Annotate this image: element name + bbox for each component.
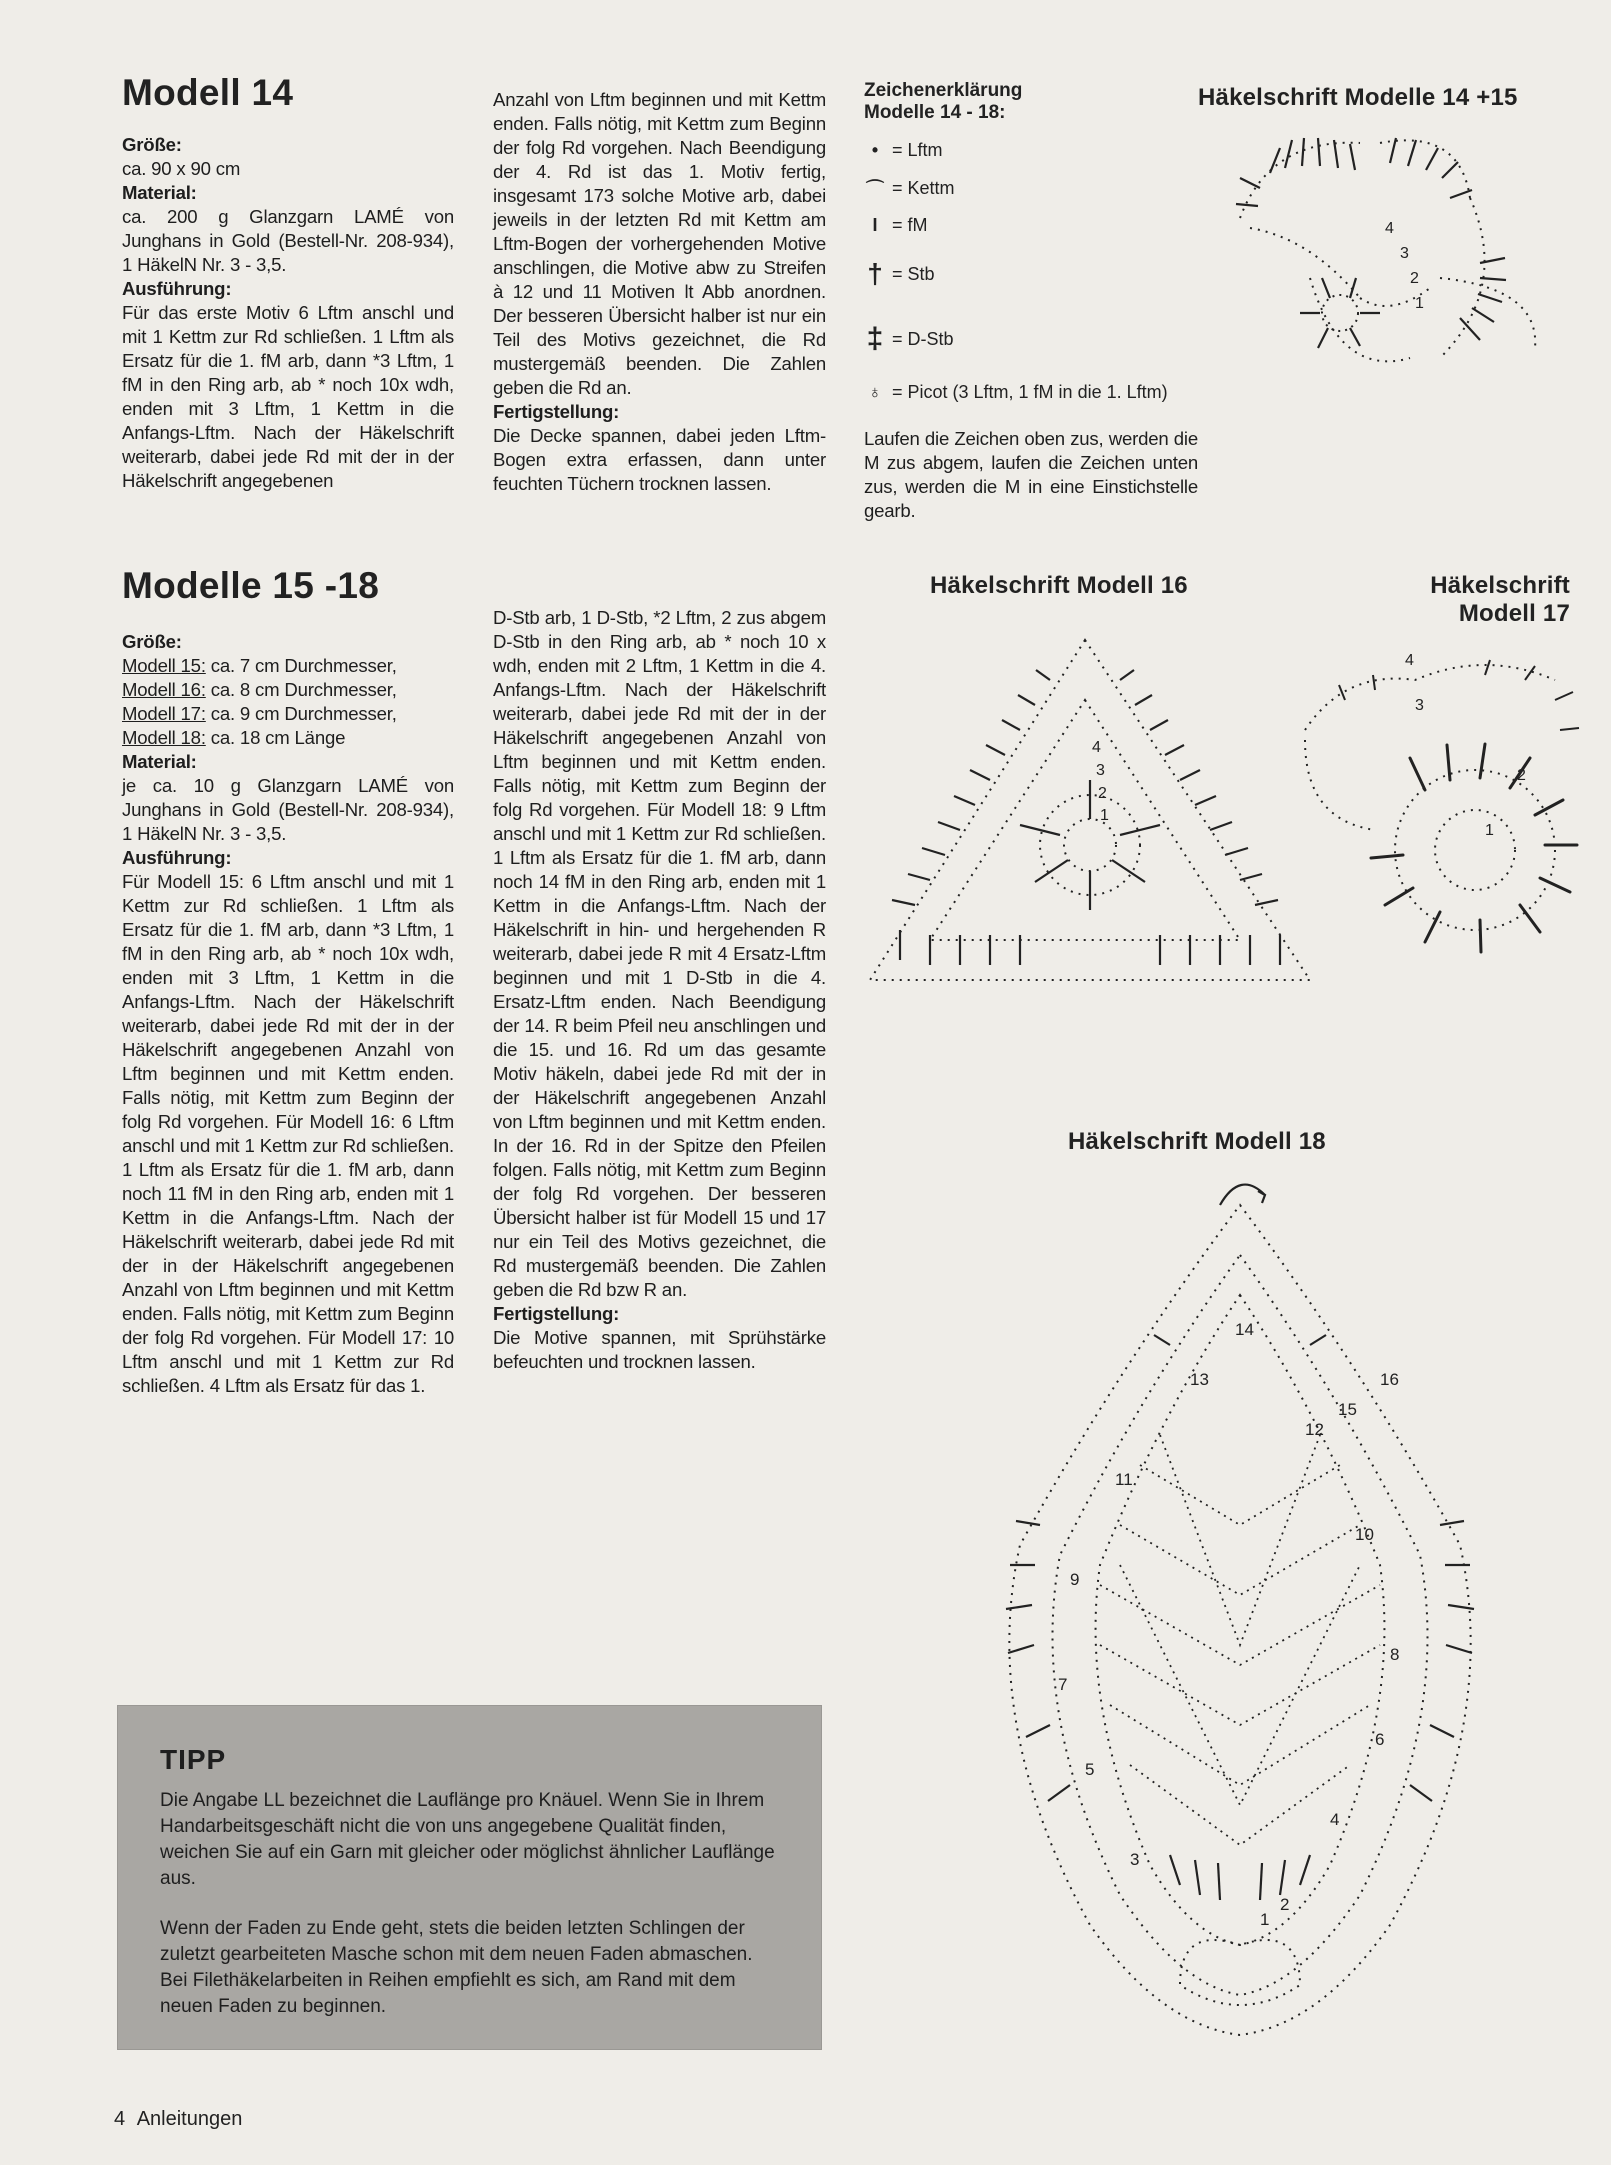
legend bbox=[864, 80, 1204, 523]
row-number: 12 bbox=[1305, 1420, 1324, 1439]
material-value: je ca. 10 g Glanzgarn LAMÉ von Junghans in Gold (Bestell-Nr. 208-934), 1 HäkelN Nr. 3 - 3,5. bbox=[122, 775, 454, 844]
size-line: Modell 17: ca. 9 cm Durchmesser, bbox=[122, 703, 397, 724]
slip-stitch-icon: ⌒ bbox=[866, 179, 884, 199]
diagram-18-title: Häkelschrift Modell 18 bbox=[1068, 1128, 1326, 1155]
treble-crochet-icon: ‡ bbox=[866, 322, 884, 355]
round-number: 4 bbox=[1405, 652, 1414, 669]
ausfuehrung-text: Für Modell 15: 6 Lftm anschl und mit 1 Kettm zur Rd schließen. 1 Lftm als Ersatz für die 1. fM arb, dann *3 Lftm, 1 fM in den Ring arb, ab * noch 10x wdh, enden mit 3 Lftm, 1 Kettm in die Anfangs-Lftm. Nach der Häkelschrift weiterarb, dabei jede Rd mit der in der Häkelschrift angegebenen Anzahl von Lftm beginnen und mit Kettm enden. Falls nötig, mit Kettm zum Beginn der folg Rd vorgehen. Für Modell 16: 6 Lftm anschl und mit 1 Kettm zur Rd schließen. 1 Lftm als Ersatz für die 1. fM arb, dann noch 11 fM in den Ring arb, enden mit 1 Kettm in die Anfangs-Lftm. Nach der Häkelschrift weiterarb, dabei jede Rd mit der in der Häkelschrift angegebenen Anzahl von Lftm beginnen und mit Kettm enden. Falls nötig, mit Kettm zum Beginn der folg Rd vorgehen. Für Modell 17: 10 Lftm anschl und mit 1 Kettm zur Rd schließen. 4 Lftm als Ersatz für das 1. bbox=[122, 871, 454, 1396]
round-number: 3 bbox=[1415, 697, 1424, 714]
diagram-14-15-title: Häkelschrift Modelle 14 +15 bbox=[1198, 84, 1518, 111]
row-number: 16 bbox=[1380, 1370, 1399, 1389]
single-crochet-icon: I bbox=[872, 215, 878, 235]
size-label: Größe: bbox=[122, 134, 182, 155]
ausfuehrung-label: Ausführung: bbox=[122, 847, 232, 868]
row-number: 11 bbox=[1115, 1470, 1133, 1489]
fertigstellung-label: Fertigstellung: bbox=[493, 401, 620, 422]
material-value: ca. 200 g Glanzgarn LAMÉ von Junghans in Gold (Bestell-Nr. 208-934), 1 HäkelN Nr. 3 - 3,5. bbox=[122, 206, 454, 275]
row-number: 8 bbox=[1390, 1645, 1400, 1664]
row-number: 6 bbox=[1375, 1730, 1385, 1749]
size-value: ca. 90 x 90 cm bbox=[122, 158, 241, 179]
ausfuehrung-label: Ausführung: bbox=[122, 278, 232, 299]
round-number: 2 bbox=[1410, 270, 1419, 287]
tipp-paragraph-2: Wenn der Faden zu Ende geht, stets die beiden letzten Schlingen der zuletzt gearbeiteten Masche schon mit dem neuen Faden abmaschen. Bei Filethäkelarbeiten in Reihen empfiehlt es sich, am Rand mit dem neuen Faden zu beginnen. bbox=[160, 1918, 753, 2017]
legend-title-2: Modelle 14 - 18: bbox=[864, 102, 1006, 123]
page-number: 4 bbox=[114, 2108, 126, 2130]
row-number: 7 bbox=[1058, 1675, 1068, 1694]
modelle15-18-column-1 bbox=[122, 630, 454, 1398]
row-number: 5 bbox=[1085, 1760, 1095, 1779]
legend-label: = Picot (3 Lftm, 1 fM in die 1. Lftm) bbox=[892, 382, 1168, 402]
legend-label: = Stb bbox=[892, 263, 935, 284]
diagram-16-title: Häkelschrift Modell 16 bbox=[930, 572, 1188, 599]
round-number: 2 bbox=[1098, 785, 1107, 802]
fertigstellung-text: Die Motive spannen, mit Sprühstärke befeuchten und trocknen lassen. bbox=[493, 1327, 826, 1372]
round-number: 3 bbox=[1096, 762, 1105, 779]
tipp-box bbox=[117, 1705, 822, 2050]
ausfuehrung-text: Für das erste Motiv 6 Lftm anschl und mit 1 Kettm zur Rd schließen. 1 Lftm als Ersatz für die 1. fM arb, dann *3 Lftm, 1 fM in den Ring arb, ab * noch 10x wdh, enden mit 3 Lftm, 1 Kettm in die Anfangs-Lftm. Nach der Häkelschrift weiterarb, dabei jede Rd mit der in der Häkelschrift angegebenen bbox=[122, 302, 454, 491]
row-number: 10 bbox=[1355, 1525, 1374, 1544]
legend-item-fm bbox=[864, 215, 1204, 236]
row-number: 9 bbox=[1070, 1570, 1080, 1589]
legend-title-1: Zeichenerklärung bbox=[864, 80, 1023, 101]
material-label: Material: bbox=[122, 182, 197, 203]
diagram-17-title bbox=[1366, 572, 1570, 628]
legend-item-dstb bbox=[864, 322, 1204, 356]
tipp-title: TIPP bbox=[160, 1744, 227, 1775]
legend-item-lftm bbox=[864, 140, 1204, 161]
row-number: 1 bbox=[1260, 1910, 1270, 1929]
row-number: 13 bbox=[1190, 1370, 1209, 1389]
legend-item-stb bbox=[864, 258, 1204, 290]
round-number: 4 bbox=[1092, 739, 1101, 756]
size-line: Modell 15: ca. 7 cm Durchmesser, bbox=[122, 655, 397, 676]
row-number: 2 bbox=[1280, 1895, 1290, 1914]
legend-items bbox=[864, 140, 1204, 403]
chain-stitch-icon: • bbox=[871, 140, 879, 160]
size-line: Modell 18: ca. 18 cm Länge bbox=[122, 727, 346, 748]
diagram-16 bbox=[860, 620, 1320, 1000]
legend-label: = fM bbox=[892, 215, 928, 235]
modelle15-18-heading: Modelle 15 -18 bbox=[122, 565, 380, 606]
legend-item-kettm bbox=[864, 175, 1204, 201]
modell14-heading: Modell 14 bbox=[122, 72, 294, 113]
round-number: 1 bbox=[1100, 807, 1109, 824]
diagram-18 bbox=[940, 1165, 1540, 2065]
round-number: 3 bbox=[1400, 245, 1409, 262]
round-number: 1 bbox=[1485, 822, 1494, 839]
legend-label: = Lftm bbox=[892, 140, 943, 160]
fertigstellung-text: Die Decke spannen, dabei jeden Lftm-Bogen extra erfassen, dann unter feuchten Tüchern trocknen lassen. bbox=[493, 425, 826, 494]
diagram-17-title-line-2: Modell 17 bbox=[1458, 600, 1570, 627]
ausfuehrung-continued: Anzahl von Lftm beginnen und mit Kettm enden. Falls nötig, mit Kettm zum Beginn der folg Rd vorgehen. Nach Beendigung der 4. Rd ist das 1. Motiv fertig, insgesamt 173 solche Motive arb, dabei jeweils in der letzten Rd mit Kettm am Lftm-Bogen der vorhergehenden Motive anschlingen, die Motive abw zu Streifen à 12 und 11 Motiven lt Abb anordnen. Der besseren Übersicht halber ist nur ein Teil des Motivs gezeichnet, die Rd mustergemäß beenden. Die Zahlen geben die Rd an. bbox=[493, 89, 826, 398]
modell14-column-1 bbox=[122, 133, 454, 493]
legend-item-picot bbox=[864, 382, 1204, 403]
double-crochet-icon: † bbox=[867, 258, 883, 289]
tipp-paragraph-1: Die Angabe LL bezeichnet die Lauflänge pro Knäuel. Wenn Sie in Ihrem Handarbeitsgeschäft nicht die von uns angegebene Qualität finden, weichen Sie auf ein Garn mit gleicher oder möglichst ähnlicher Lauflänge aus. bbox=[160, 1790, 775, 1889]
diagram-14-15 bbox=[1210, 118, 1580, 388]
row-number: 15 bbox=[1338, 1400, 1357, 1419]
size-label: Größe: bbox=[122, 631, 182, 652]
row-number: 4 bbox=[1330, 1810, 1340, 1829]
section-name: Anleitungen bbox=[136, 2108, 243, 2130]
ausfuehrung-continued: D-Stb arb, 1 D-Stb, *2 Lftm, 2 zus abgem D-Stb in den Ring arb, ab * noch 10 x wdh, enden mit 2 Lftm, 1 Kettm in die 4. Anfangs-Lftm. Nach der Häkelschrift weiterarb, dabei jede Rd mit der in der Häkelschrift angegebenen Anzahl von Lftm beginnen und mit Kettm enden. Falls nötig, mit Kettm zum Beginn der folg Rd vorgehen. Für Modell 18: 9 Lftm anschl und mit 1 Kettm zur Rd schließen. 1 Lftm als Ersatz für die 1. fM arb, dann noch 14 fM in den Ring arb, enden mit 1 Kettm in die Anfangs-Lftm. Nach der Häkelschrift in hin- und hergehenden R weiterarb, dabei jede R mit 4 Ersatz-Lftm beginnen und mit 1 D-Stb in die 4. Ersatz-Lftm enden. Nach Beendigung der 14. R beim Pfeil neu anschlingen und die 15. und 16. Rd um das gesamte Motiv häkeln, dabei jede Rd mit der in der Häkelschrift angegebenen Anzahl von Lftm beginnen und mit Kettm enden. In der 16. Rd in der Spitze den Pfeilen folgen. Falls nötig, mit Kettm zum Beginn der folg Rd vorgehen. Der besseren Übersicht halber ist für Modell 15 und 17 nur ein Teil des Motivs gezeichnet, die Rd mustergemäß beenden. Die Zahlen geben die Rd bzw R an. bbox=[493, 607, 826, 1300]
picot-icon: ♁ bbox=[868, 382, 882, 402]
fertigstellung-label: Fertigstellung: bbox=[493, 1303, 620, 1324]
legend-note: Laufen die Zeichen oben zus, werden die M zus abgem, laufen die Zeichen unten zus, werden die M in eine Einstichstelle gearb. bbox=[864, 428, 1198, 521]
round-number: 4 bbox=[1385, 220, 1394, 237]
material-label: Material: bbox=[122, 751, 197, 772]
modelle15-18-column-2 bbox=[493, 606, 826, 1374]
round-number: 2 bbox=[1517, 767, 1526, 784]
row-number: 3 bbox=[1130, 1850, 1140, 1869]
round-number: 1 bbox=[1415, 295, 1424, 312]
legend-label: = Kettm bbox=[892, 177, 955, 198]
diagram-17-title-line-1: Häkelschrift bbox=[1430, 572, 1570, 599]
legend-label: = D-Stb bbox=[892, 328, 954, 349]
row-number: 14 bbox=[1235, 1320, 1254, 1339]
modell14-column-2 bbox=[493, 88, 826, 496]
size-line: Modell 16: ca. 8 cm Durchmesser, bbox=[122, 679, 397, 700]
footer bbox=[114, 2108, 242, 2131]
diagram-17 bbox=[1285, 640, 1585, 960]
